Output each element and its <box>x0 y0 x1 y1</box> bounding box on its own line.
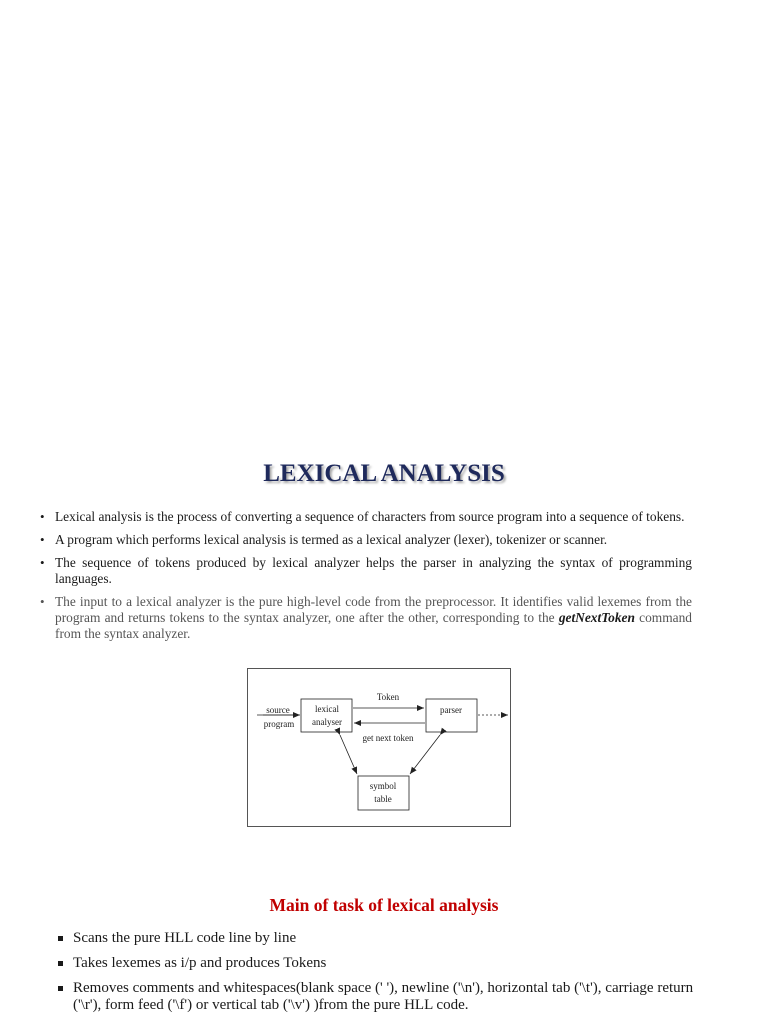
bullet-dot: • <box>40 532 45 547</box>
square-bullet-icon <box>58 961 63 966</box>
symbol-label-2: table <box>374 794 392 804</box>
task-item <box>58 930 698 947</box>
intro-bullet-list <box>40 509 692 649</box>
compiler-diagram <box>247 668 511 827</box>
bullet-emphasis: getNextToken <box>558 610 635 625</box>
bullet-item <box>40 532 692 548</box>
task-text: Removes comments and whitespaces(blank space (' '), newline ('\n'), horizontal tab ('\t'), carriage return ('\r'), form feed ('\f') or vertical tab ('\v') )from the pure HLL code. <box>73 980 694 1013</box>
source-label-2: program <box>263 719 295 729</box>
square-bullet-icon <box>58 986 63 991</box>
bullet-dot: • <box>40 594 45 609</box>
symbol-label-1: symbol <box>369 781 397 791</box>
task-text: Scans the pure HLL code line by line <box>73 930 297 946</box>
bullet-text: The input to a lexical analyzer is the pure high-level code from the preprocessor. It identifies valid lexemes from the program and returns tokens to the syntax analyzer, one after the other, corresponding to the <box>55 594 692 625</box>
bullet-text: The sequence of tokens produced by lexical analyzer helps the parser in analyzing the syntax of programming languages. <box>55 555 692 586</box>
bullet-text: Lexical analysis is the process of converting a sequence of characters from source program into a sequence of tokens. <box>55 509 685 524</box>
lexical-label-1: lexical <box>315 704 339 714</box>
source-label-1: source <box>266 705 290 715</box>
bullet-text: command from the syntax analyzer. <box>55 610 692 641</box>
token-label: Token <box>376 692 400 702</box>
lexer-symbol-arrow <box>340 735 357 774</box>
bullet-item <box>40 555 692 587</box>
task-text: Takes lexemes as i/p and produces Tokens <box>73 955 327 971</box>
task-item <box>58 980 698 1014</box>
parser-symbol-arrow <box>410 735 440 774</box>
bullet-text: A program which performs lexical analysis is termed as a lexical analyzer (lexer), tokenizer or scanner. <box>55 532 608 547</box>
bullet-item <box>40 509 692 525</box>
page-title: LEXICAL ANALYSIS <box>263 460 505 487</box>
bullet-dot: • <box>40 509 45 524</box>
bullet-item <box>40 594 692 642</box>
parser-label: parser <box>440 705 462 715</box>
task-list <box>58 930 698 1022</box>
lexical-label-2: analyser <box>312 717 342 727</box>
diagram-svg <box>248 669 512 828</box>
bullet-dot: • <box>40 555 45 570</box>
section-heading: Main of task of lexical analysis <box>269 895 499 915</box>
parser-box <box>426 699 477 732</box>
task-item <box>58 955 698 972</box>
square-bullet-icon <box>58 936 63 941</box>
get-next-token-label: get next token <box>362 733 414 743</box>
